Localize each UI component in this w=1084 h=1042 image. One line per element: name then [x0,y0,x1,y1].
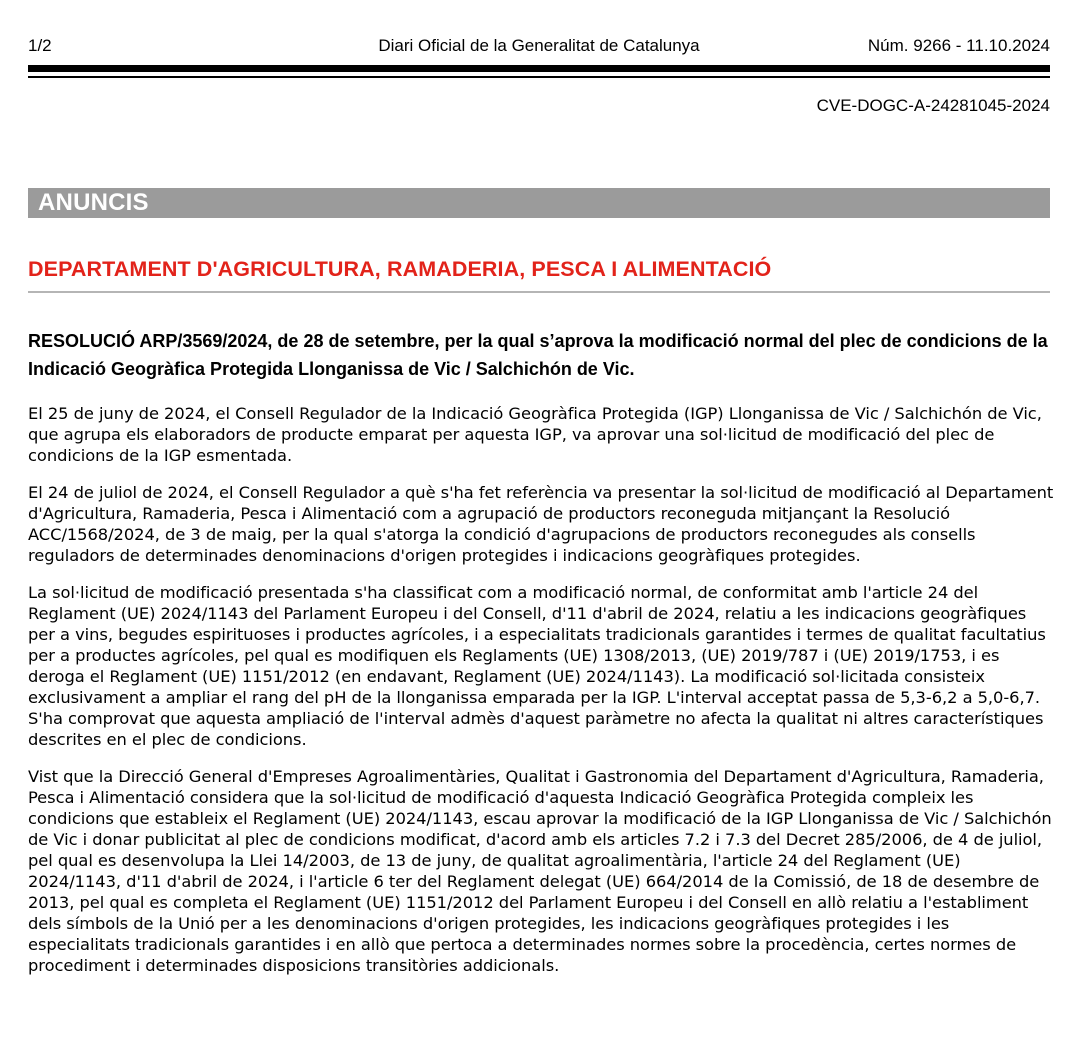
cve-code: CVE-DOGC-A-24281045-2024 [816,96,1050,115]
paragraph: Vist que la Direcció General d'Empreses Agroalimentàries, Qualitat i Gastronomia del Departament d'Agricultura, Ramaderia, Pesca i Alimentació considera que la sol·licitud de modificació d'aquesta Indicació Geogràfica Protegida compleix les condicions que estableix el Reglament (UE) 2024/1143, escau aprovar la modificació de la IGP Llonganissa de Vic / Salchichón de Vic i donar publicitat al plec de condicions modificat, d'acord amb els articles 7.2 i 7.3 del Decret 285/2006, de 4 de juliol, pel qual es desenvolupa la Llei 14/2003, de 13 de juny, de qualitat agroalimentària, l'article 24 del Reglament (UE) 2024/1143, d'11 d'abril de 2024, i l'article 6 ter del Reglament delegat (UE) 664/2014 de la Comissió, de 18 de desembre de 2013, pel qual es completa el Reglament (UE) 1151/2012 del Parlament Europeu i del Consell en allò relatiu a l'establiment dels símbols de la Unió per a les denominacions d'origen protegides, les indicacions geogràfiques protegides i les especialitats tradicionals garantides i en allò que pertoca a determinades normes sobre la procedència, certes normes de procediment i determinades disposicions transitòries addicionals. [28,767,1052,975]
issue-number: Núm. 9266 - 11.10.2024 [867,36,1050,55]
document-body [28,403,1054,992]
paragraph: El 25 de juny de 2024, el Consell Regulador de la Indicació Geogràfica Protegida (IGP) Llonganissa de Vic / Salchichón de Vic, que agrupa els elaboradors de producte emparat per aquesta IGP, va aprovar una sol·licitud de modificació del plec de condicions de la IGP esmentada. [28,404,1042,465]
section-bar [28,188,1050,218]
page-number: 1/2 [28,36,52,55]
header-rule-thin [28,76,1050,78]
header-rule-thick [28,65,1050,72]
paragraph: El 24 de juliol de 2024, el Consell Regulador a què s'ha fet referència va presentar la sol·licitud de modificació al Departament d'Agricultura, Ramaderia, Pesca i Alimentació com a agrupació de productors reconeguda mitjançant la Resolució ACC/1568/2024, de 3 de maig, per la qual s'atorga la condició d'agrupacions de productors reconegudes als consells reguladors de determinades denominacions d'origen protegides i indicacions geogràfiques protegides. [28,483,1054,565]
resolution-title: RESOLUCIÓ ARP/3569/2024, de 28 de setembre, per la qual s’aprova la modificació normal del plec de condicions de la Indicació Geogràfica Protegida Llonganissa de Vic / Salchichón de Vic. [28,331,1048,379]
publication-title: Diari Oficial de la Generalitat de Catalunya [378,36,700,55]
page-header [28,36,1050,58]
department-title: DEPARTAMENT D'AGRICULTURA, RAMADERIA, PESCA I ALIMENTACIÓ [28,257,1050,293]
section-title: ANUNCIS [38,189,149,216]
paragraph: La sol·licitud de modificació presentada s'ha classificat com a modificació normal, de conformitat amb l'article 24 del Reglament (UE) 2024/1143 del Parlament Europeu i del Consell, d'11 d'abril de 2024, relatiu a les indicacions geogràfiques per a vins, begudes espirituoses i productes agrícoles, i a especialitats tradicionals garantides i termes de qualitat facultatius per a productes agrícoles, pel qual es modifiquen els Reglaments (UE) 1308/2013, (UE) 2019/787 i (UE) 2019/1753, i es deroga el Reglament (UE) 1151/2012 (en endavant, Reglament (UE) 2024/1143). La modificació sol·licitada consisteix exclusivament a ampliar el rang del pH de la llonganissa emparada per la IGP. L'interval acceptat passa de 5,3-6,2 a 5,0-6,7. S'ha comprovat que aquesta ampliació de l'interval admès d'aquest paràmetre no afecta la qualitat ni altres característiques descrites en el plec de condicions. [28,583,1046,749]
